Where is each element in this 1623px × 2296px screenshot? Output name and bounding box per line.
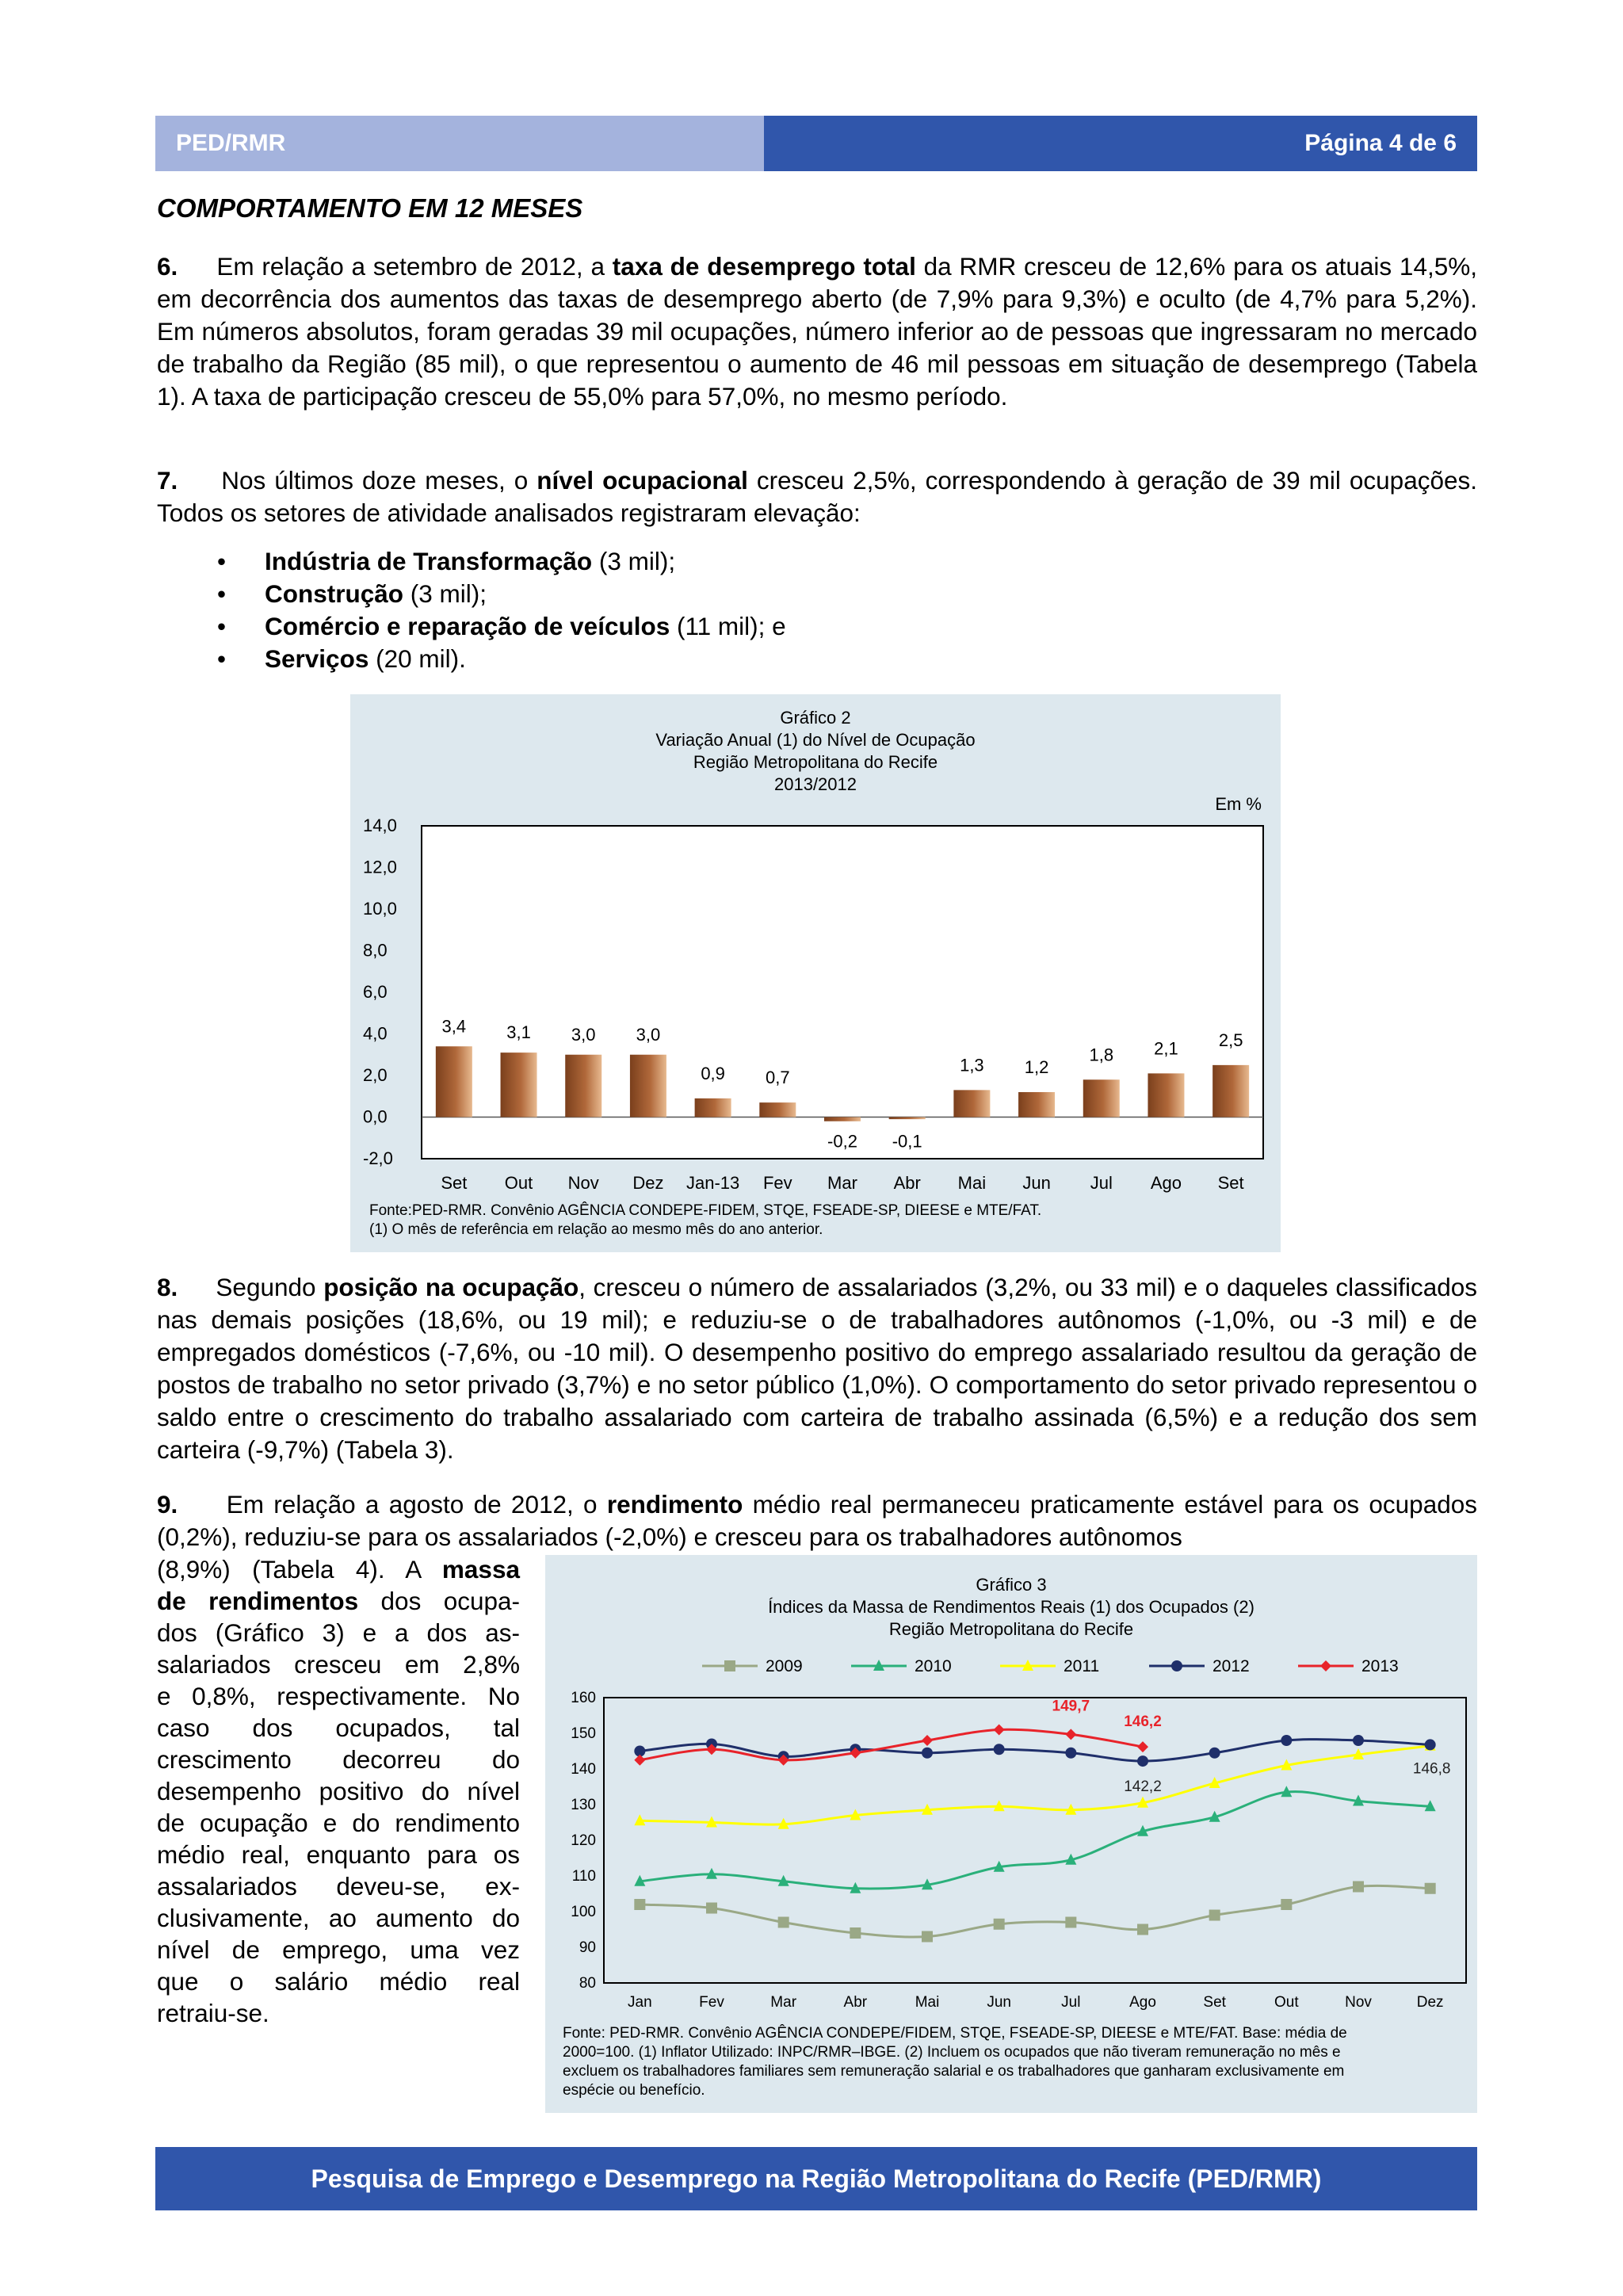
data-label: 1,8 bbox=[1089, 1045, 1114, 1065]
x-tick-label: Abr bbox=[893, 1173, 921, 1193]
chart-title-line: Gráfico 2 bbox=[780, 708, 851, 728]
data-label: 2,5 bbox=[1218, 1030, 1243, 1050]
list-item-value: (3 mil); bbox=[403, 579, 487, 608]
x-tick-label: Fev bbox=[699, 1994, 724, 2011]
legend-label: 2009 bbox=[766, 1657, 803, 1675]
y-tick-label: 14,0 bbox=[363, 816, 397, 835]
bar bbox=[501, 1052, 537, 1117]
x-tick-label: Mar bbox=[770, 1994, 797, 2011]
chart-3-source bbox=[563, 2024, 1466, 2100]
data-point bbox=[1137, 1924, 1148, 1935]
chart-title-line: Gráfico 3 bbox=[976, 1575, 1047, 1595]
y-tick-label: 4,0 bbox=[363, 1023, 388, 1044]
y-tick-label: 80 bbox=[579, 1975, 596, 1992]
data-point bbox=[1281, 1899, 1292, 1910]
x-tick-label: Mai bbox=[957, 1173, 987, 1193]
text-line: desempenho positivo do nível bbox=[157, 1777, 520, 1805]
bar bbox=[695, 1098, 731, 1117]
source-line: Fonte: PED-RMR. Convênio AGÊNCIA CONDEPE/FIDEM, STQE, FSEADE-SP, DIEESE e MTE/FAT. Base: média de bbox=[563, 2025, 1347, 2042]
chart-3-box bbox=[545, 1555, 1477, 2113]
paragraph-text: cresceu 2,5%, correspondendo à geração de 39 mil ocupações. Todos os setores de atividade analisados registraram elevação: bbox=[157, 466, 1478, 527]
data-point bbox=[1353, 1735, 1364, 1746]
list-item-label: Indústria de Transformação bbox=[265, 547, 593, 575]
bullet-icon: • bbox=[217, 547, 227, 575]
data-label: 0,9 bbox=[701, 1063, 725, 1083]
x-tick-label: Set bbox=[441, 1173, 468, 1193]
bar bbox=[1083, 1079, 1120, 1117]
x-tick-label: Mai bbox=[915, 1994, 940, 2011]
chart-2-source bbox=[369, 1201, 1041, 1240]
data-point bbox=[922, 1748, 933, 1759]
y-tick-label: 0,0 bbox=[363, 1106, 388, 1127]
bar bbox=[1212, 1065, 1249, 1117]
data-point bbox=[1137, 1755, 1148, 1767]
bullet-icon: • bbox=[217, 612, 227, 640]
list-item bbox=[157, 578, 786, 610]
x-tick-label: Fev bbox=[762, 1173, 792, 1193]
line-text: (8,9%) (Tabela 4). A bbox=[157, 1555, 442, 1584]
paragraph-text: médio real permaneceu praticamente estável para os ocupados (0,2%), reduziu-se para os assalariados (-2,0%) e cresceu para os trabalhadores autônomos bbox=[157, 1490, 1478, 1551]
data-point bbox=[778, 1917, 789, 1928]
y-tick-label: 10,0 bbox=[363, 899, 397, 919]
chart-title-line: Região Metropolitana do Recife bbox=[888, 1619, 1134, 1639]
x-tick-label: Mar bbox=[827, 1173, 857, 1193]
text-line: clusivamente, ao aumento do bbox=[157, 1904, 520, 1932]
x-tick-label: Jun bbox=[1022, 1173, 1051, 1193]
unit-label: Em % bbox=[1215, 794, 1262, 814]
data-label: 3,4 bbox=[441, 1016, 467, 1037]
sector-list bbox=[157, 545, 786, 675]
x-tick-label: Jun bbox=[987, 1994, 1011, 2011]
chart-title-line: Variação Anual (1) do Nível de Ocupação bbox=[655, 730, 976, 750]
text-line: que o salário médio real bbox=[157, 1967, 520, 1996]
list-item-value: (3 mil); bbox=[592, 547, 676, 575]
data-label: 3,1 bbox=[506, 1022, 531, 1043]
x-tick-label: Jan bbox=[628, 1994, 652, 2011]
annotation-label: 142,2 bbox=[1124, 1778, 1162, 1796]
bar bbox=[630, 1055, 666, 1117]
y-tick-label: 150 bbox=[571, 1725, 596, 1742]
bar bbox=[1018, 1092, 1055, 1117]
data-point bbox=[1425, 1739, 1436, 1750]
text-line: médio real, enquanto para os bbox=[157, 1840, 520, 1869]
data-point bbox=[634, 1899, 645, 1910]
annotation-label: 146,8 bbox=[1412, 1760, 1451, 1778]
y-tick-label: 8,0 bbox=[363, 940, 388, 961]
paragraph-9 bbox=[157, 1488, 1477, 1553]
text-line: assalariados deveu-se, ex- bbox=[157, 1872, 520, 1901]
data-point bbox=[706, 1903, 717, 1914]
line-emphasis: de rendimentos bbox=[157, 1587, 359, 1615]
paragraph-9-column bbox=[157, 1553, 520, 2029]
paragraph-number: 8. bbox=[157, 1273, 178, 1301]
x-tick-label: Set bbox=[1217, 1173, 1244, 1193]
data-label: -0,1 bbox=[892, 1131, 922, 1152]
chart-title-line: Região Metropolitana do Recife bbox=[693, 752, 938, 772]
paragraph-number: 7. bbox=[157, 466, 178, 495]
chart-2-plot bbox=[350, 694, 1281, 1201]
data-point bbox=[1353, 1881, 1364, 1893]
data-point bbox=[1171, 1660, 1182, 1671]
annotation-label: 149,7 bbox=[1052, 1698, 1090, 1715]
source-line: Fonte:PED-RMR. Convênio AGÊNCIA CONDEPE-FIDEM, STQE, FSEADE-SP, DIEESE e MTE/FAT. bbox=[369, 1202, 1042, 1219]
list-item-label: Comércio e reparação de veículos bbox=[265, 612, 670, 640]
x-tick-label: Jul bbox=[1061, 1994, 1081, 2011]
paragraph-emphasis: posição na ocupação bbox=[323, 1273, 579, 1301]
list-item bbox=[157, 545, 786, 578]
chart-3-plot bbox=[545, 1555, 1477, 2023]
bar bbox=[953, 1090, 990, 1117]
paragraph-text: Em relação a setembro de 2012, a bbox=[216, 252, 613, 281]
x-tick-label: Jul bbox=[1090, 1173, 1113, 1193]
data-point bbox=[1425, 1883, 1436, 1894]
plot-area bbox=[422, 826, 1263, 1159]
x-tick-label: Set bbox=[1203, 1994, 1226, 2011]
list-item-value: (20 mil). bbox=[369, 644, 466, 673]
data-label: 3,0 bbox=[636, 1024, 661, 1045]
line-emphasis: massa bbox=[441, 1555, 520, 1584]
data-point bbox=[994, 1744, 1005, 1755]
data-point bbox=[850, 1927, 861, 1939]
y-tick-label: 6,0 bbox=[363, 982, 388, 1002]
x-tick-label: Dez bbox=[632, 1173, 664, 1193]
paragraph-text: da RMR cresceu de 12,6% para os atuais 14,5%, em decorrência dos aumentos das taxas de desemprego aberto (de 7,9% para 9,3%) e oculto (de 4,7% para 5,2%). Em números absolutos, foram geradas 39 mil ocupações, número inferior ao de pessoas que ingressaram no mercado de trabalho da Região (85 mil), o que representou o aumento de 46 mil pessoas em situação de desemprego (Tabela 1). A taxa de participação cresceu de 55,0% para 57,0%, no mesmo período. bbox=[157, 252, 1477, 411]
data-point bbox=[1209, 1910, 1220, 1921]
list-item-value: (11 mil); e bbox=[670, 612, 786, 640]
data-label: 2,1 bbox=[1154, 1038, 1178, 1059]
line-text: dos ocupa- bbox=[358, 1587, 521, 1615]
bar bbox=[1148, 1073, 1184, 1117]
data-point bbox=[1209, 1748, 1220, 1759]
legend-label: 2010 bbox=[915, 1657, 952, 1675]
bullet-icon: • bbox=[217, 644, 227, 673]
paragraph-text: Nos últimos doze meses, o bbox=[221, 466, 537, 495]
page-header bbox=[155, 116, 1477, 171]
data-point bbox=[994, 1919, 1005, 1930]
page-footer: Pesquisa de Emprego e Desemprego na Região Metropolitana do Recife (PED/RMR) bbox=[155, 2147, 1477, 2210]
header-page-number: Página 4 de 6 bbox=[764, 116, 1477, 171]
text-line: crescimento decorreu do bbox=[157, 1745, 520, 1774]
x-tick-label: Ago bbox=[1150, 1173, 1182, 1193]
x-tick-label: Out bbox=[504, 1173, 533, 1193]
paragraph-text: Em relação a agosto de 2012, o bbox=[226, 1490, 607, 1519]
legend-label: 2012 bbox=[1212, 1657, 1250, 1675]
text-line: salariados cresceu em 2,8% bbox=[157, 1650, 520, 1679]
data-label: -0,2 bbox=[827, 1131, 857, 1152]
text-line: nível de emprego, uma vez bbox=[157, 1935, 520, 1964]
paragraph-number: 6. bbox=[157, 252, 178, 281]
bar bbox=[889, 1117, 926, 1120]
data-label: 1,3 bbox=[960, 1055, 984, 1075]
bar bbox=[565, 1055, 601, 1117]
data-point bbox=[1065, 1748, 1076, 1759]
x-tick-label: Nov bbox=[1345, 1994, 1372, 2011]
list-item-label: Serviços bbox=[265, 644, 369, 673]
data-label: 1,2 bbox=[1024, 1057, 1049, 1077]
x-tick-label: Jan-13 bbox=[685, 1173, 740, 1193]
y-tick-label: 140 bbox=[571, 1761, 596, 1778]
data-point bbox=[922, 1931, 933, 1943]
x-tick-label: Abr bbox=[843, 1994, 868, 2011]
legend-label: 2011 bbox=[1064, 1657, 1100, 1675]
y-tick-label: 120 bbox=[571, 1832, 596, 1849]
paragraph-text: , cresceu o número de assalariados (3,2%, ou 33 mil) e o daqueles classificados nas demais posições (18,6%, ou 19 mil); e reduziu-se o de trabalhadores autônomos (-1,0%, ou -3 mil) e de empregados domésticos (-7,6%, ou -10 mil). O desempenho positivo do emprego assalariado resultou da geração de postos de trabalho no setor privado (3,7%) e no setor público (1,0%). O comportamento do setor privado representou o saldo entre o crescimento do trabalho assalariado com carteira de trabalho assinada (6,5%) e a redução dos sem carteira (-9,7%) (Tabela 3). bbox=[157, 1273, 1478, 1464]
source-line: (1) O mês de referência em relação ao mesmo mês do ano anterior. bbox=[369, 1221, 823, 1238]
list-item bbox=[157, 610, 786, 643]
text-line bbox=[157, 1553, 520, 1585]
x-tick-label: Nov bbox=[567, 1173, 599, 1193]
list-item-label: Construção bbox=[265, 579, 404, 608]
text-line: retraiu-se. bbox=[157, 1999, 269, 2027]
text-line: dos (Gráfico 3) e a dos as- bbox=[157, 1618, 520, 1647]
data-point bbox=[1320, 1660, 1331, 1671]
data-label: 3,0 bbox=[571, 1024, 596, 1045]
chart-title-line: 2013/2012 bbox=[774, 774, 857, 794]
y-tick-label: 110 bbox=[571, 1868, 596, 1885]
x-tick-label: Out bbox=[1274, 1994, 1299, 2011]
paragraph-6 bbox=[157, 250, 1477, 413]
bar bbox=[759, 1102, 796, 1117]
x-tick-label: Dez bbox=[1416, 1994, 1444, 2011]
bar bbox=[824, 1117, 861, 1121]
source-line: espécie ou benefício. bbox=[563, 2082, 705, 2099]
data-point bbox=[1281, 1735, 1292, 1746]
x-tick-label: Ago bbox=[1129, 1994, 1156, 2011]
text-line: de ocupação e do rendimento bbox=[157, 1809, 520, 1837]
bar bbox=[436, 1046, 472, 1117]
paragraph-number: 9. bbox=[157, 1490, 178, 1519]
paragraph-emphasis: nível ocupacional bbox=[537, 466, 748, 495]
data-point bbox=[1065, 1917, 1076, 1928]
legend-label: 2013 bbox=[1361, 1657, 1399, 1675]
paragraph-emphasis: taxa de desemprego total bbox=[612, 252, 916, 281]
paragraph-text: Segundo bbox=[216, 1273, 324, 1301]
bullet-icon: • bbox=[217, 579, 227, 608]
paragraph-emphasis: rendimento bbox=[606, 1490, 743, 1519]
y-tick-label: 160 bbox=[571, 1690, 596, 1706]
chart-2-box bbox=[350, 694, 1281, 1252]
y-tick-label: 12,0 bbox=[363, 857, 397, 877]
text-line: caso dos ocupados, tal bbox=[157, 1713, 520, 1742]
paragraph-7 bbox=[157, 464, 1477, 529]
source-line: 2000=100. (1) Inflator Utilizado: INPC/RMR–IBGE. (2) Incluem os ocupados que não tiveram remuneração no mês e bbox=[563, 2044, 1341, 2061]
y-tick-label: 130 bbox=[571, 1797, 596, 1813]
data-label: 0,7 bbox=[766, 1068, 790, 1088]
y-tick-label: 2,0 bbox=[363, 1065, 388, 1085]
data-point bbox=[724, 1660, 735, 1671]
source-line: excluem os trabalhadores familiares sem remuneração salarial e os trabalhadores que ganharam exclusivamente em bbox=[563, 2063, 1345, 2080]
text-line bbox=[157, 1585, 520, 1617]
annotation-label: 146,2 bbox=[1124, 1713, 1162, 1731]
y-tick-label: 100 bbox=[571, 1904, 596, 1920]
y-tick-label: 90 bbox=[579, 1939, 596, 1956]
text-line: e 0,8%, respectivamente. No bbox=[157, 1682, 520, 1710]
paragraph-8 bbox=[157, 1271, 1477, 1466]
chart-title-line: Índices da Massa de Rendimentos Reais (1) dos Ocupados (2) bbox=[768, 1597, 1254, 1617]
list-item bbox=[157, 643, 786, 675]
header-title: PED/RMR bbox=[155, 116, 764, 171]
y-tick-label: -2,0 bbox=[363, 1148, 393, 1168]
section-title: COMPORTAMENTO EM 12 MESES bbox=[157, 193, 583, 223]
